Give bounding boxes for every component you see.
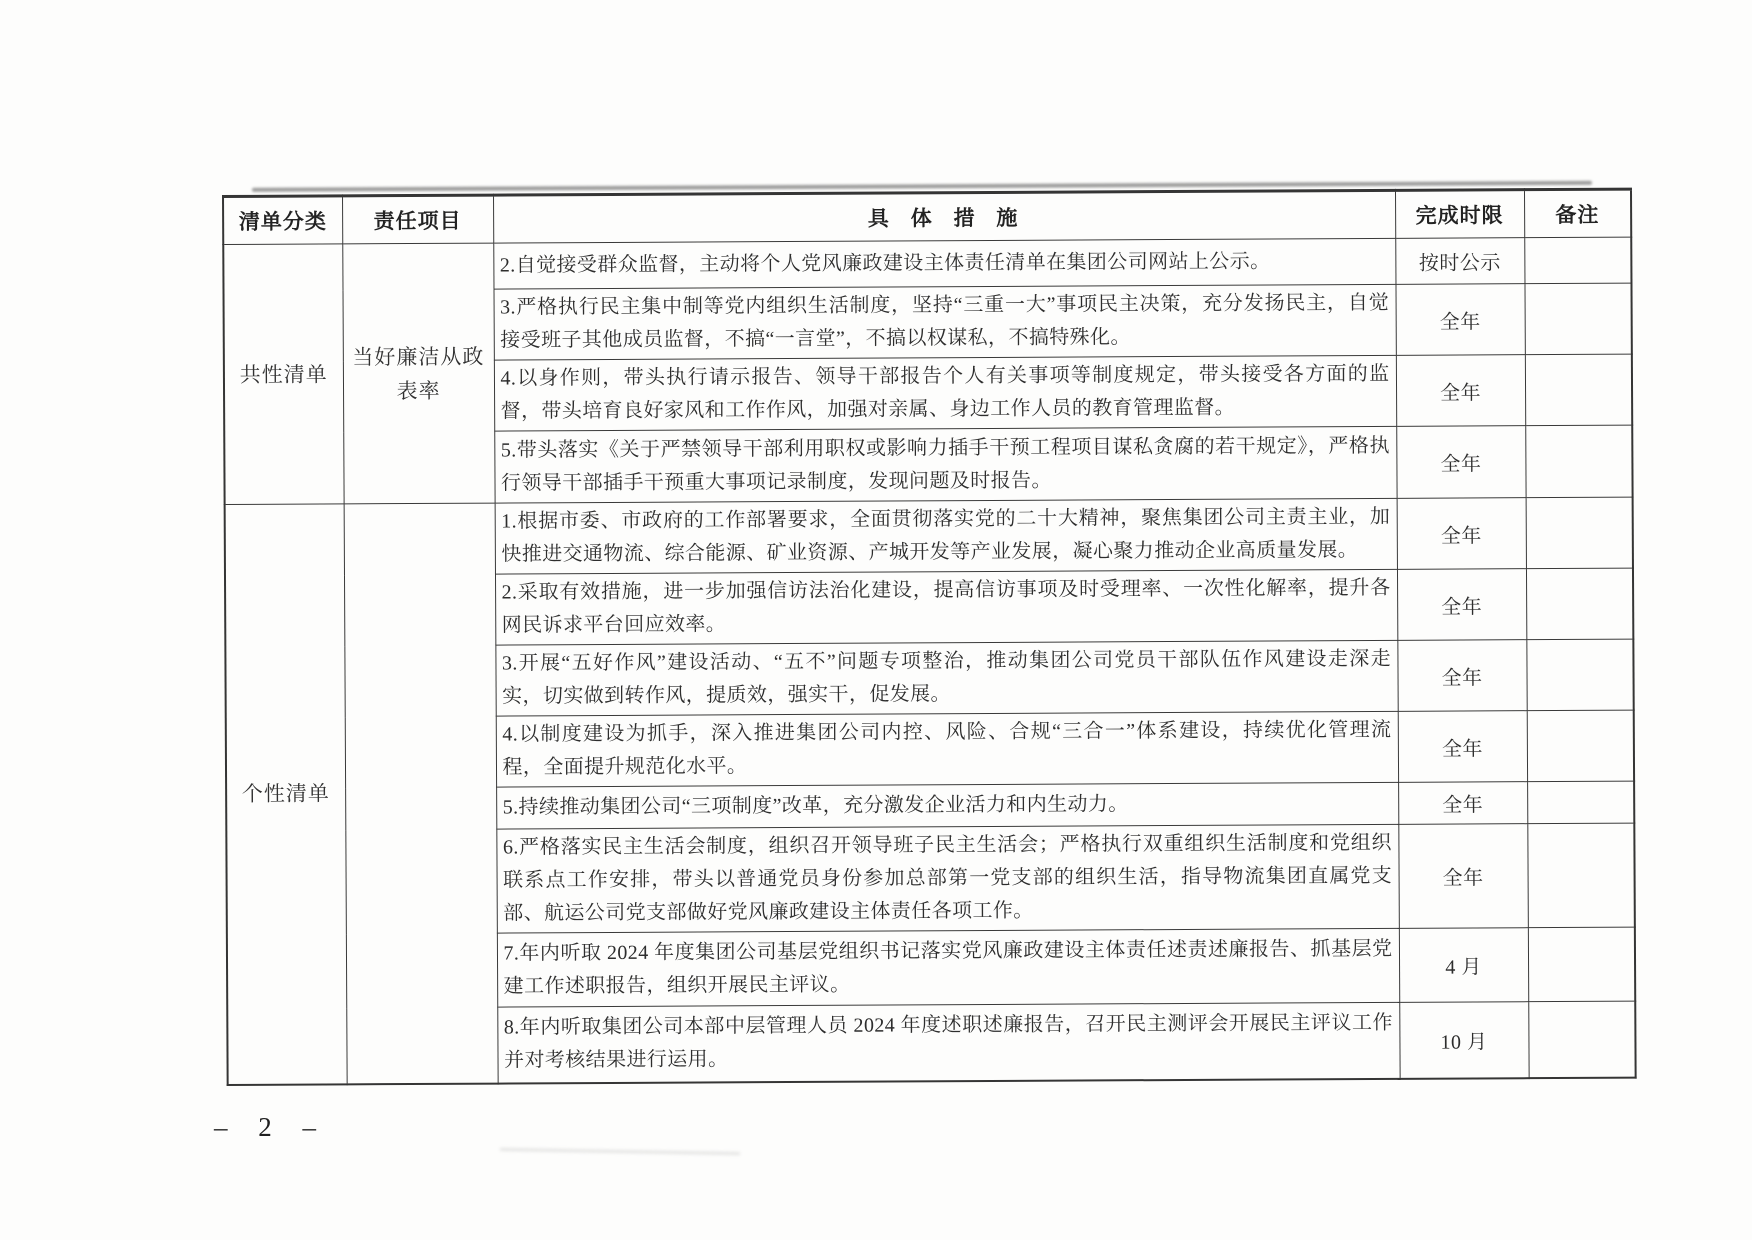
remark-cell — [1525, 425, 1632, 498]
scan-smudge-artifact-bottom — [500, 1148, 740, 1155]
project-cell-common: 当好廉洁从政表率 — [342, 243, 494, 504]
measure-cell: 8.年内听取集团公司本部中层管理人员 2024 年度述职述廉报告，召开民主测评会开展民主评议工作并对考核结果进行运用。 — [497, 1002, 1399, 1083]
deadline-cell: 全年 — [1398, 824, 1528, 929]
remark-cell — [1528, 1001, 1635, 1078]
measure-cell: 3.开展“五好作风”建设活动、“五不”问题专项整治，推动集团公司党员干部队伍作风建设走深走实，切实做到转作风，提质效，强实干，促发展。 — [495, 640, 1397, 716]
deadline-cell: 全年 — [1396, 426, 1525, 499]
remark-cell — [1524, 237, 1631, 284]
remark-cell — [1527, 823, 1635, 928]
measure-cell: 6.严格落实民主生活会制度，组织召开领导班子民主生活会；严格执行双重组织生活制度和党组织联系点工作安排，带头以普通党员身份参加总部第一党支部的组织生活，指导物流集团直属党支部、航运公司党支部做好党风廉政建设主体责任各项工作。 — [496, 824, 1399, 933]
deadline-cell: 全年 — [1398, 711, 1527, 783]
remark-cell — [1527, 710, 1634, 782]
measure-cell: 2.采取有效措施，进一步加强信访法治化建设，提高信访事项及时受理率、一次性化解率，提升各网民诉求平台回应效率。 — [495, 569, 1397, 645]
responsibility-table — [222, 188, 1637, 1086]
measure-cell: 5.带头落实《关于严禁领导干部利用职权或影响力插手干预工程项目谋私贪腐的若干规定》，严格执行领导干部插手干预重大事项记录制度，发现问题及时报告。 — [494, 426, 1396, 503]
col-header-remark: 备注 — [1524, 189, 1631, 238]
deadline-cell: 全年 — [1397, 640, 1526, 712]
deadline-cell: 全年 — [1395, 284, 1524, 356]
responsibility-table-container — [222, 188, 1637, 1086]
table-row — [223, 237, 1631, 290]
page-number: – 2 – — [214, 1112, 318, 1142]
col-header-project: 责任项目 — [342, 195, 493, 244]
remark-cell — [1526, 568, 1633, 640]
deadline-cell: 全年 — [1396, 355, 1525, 427]
deadline-cell: 全年 — [1397, 569, 1526, 641]
remark-cell — [1526, 497, 1633, 569]
remark-cell — [1525, 354, 1632, 426]
remark-cell — [1528, 927, 1635, 1002]
deadline-cell: 4 月 — [1399, 928, 1528, 1003]
measure-cell: 3.严格执行民主集中制等党内组织生活制度，坚持“三重一大”事项民主决策，充分发扬民主，自觉接受班子其他成员监督，不搞“一言堂”，不搞以权谋私，不搞特殊化。 — [493, 284, 1395, 360]
deadline-cell: 10 月 — [1399, 1002, 1528, 1079]
col-header-deadline: 完成时限 — [1395, 190, 1524, 239]
group-cell-individual-list: 个性清单 — [225, 504, 347, 1085]
measure-cell: 5.持续推动集团公司“三项制度”改革，充分激发企业活力和内生动力。 — [496, 782, 1398, 829]
deadline-cell: 全年 — [1398, 782, 1527, 825]
deadline-cell: 按时公示 — [1395, 238, 1524, 285]
deadline-cell: 全年 — [1397, 498, 1526, 570]
header-row — [223, 189, 1631, 244]
measure-cell: 1.根据市委、市政府的工作部署要求，全面贯彻落实党的二十大精神，聚焦集团公司主责主业，加快推进交通物流、综合能源、矿业资源、产城开发等产业发展，凝心聚力推动企业高质量发展。 — [495, 498, 1397, 574]
measure-cell: 2.自觉接受群众监督，主动将个人党风廉政建设主体责任清单在集团公司网站上公示。 — [493, 238, 1395, 289]
measure-cell: 4.以身作则，带头执行请示报告、领导干部报告个人有关事项等制度规定，带头接受各方面的监督，带头培育良好家风和工作作风，加强对亲属、身边工作人员的教育管理监督。 — [494, 355, 1396, 431]
remark-cell — [1524, 283, 1631, 355]
col-header-category: 清单分类 — [223, 196, 342, 245]
project-cell-individual — [344, 503, 498, 1084]
measure-cell: 7.年内听取 2024 年度集团公司基层党组织书记落实党风廉政建设主体责任述责述廉报告、抓基层党建工作述职报告，组织开展民主评议。 — [497, 928, 1399, 1007]
measure-cell: 4.以制度建设为抓手，深入推进集团公司内控、风险、合规“三合一”体系建设，持续优化管理流程，全面提升规范化水平。 — [496, 711, 1398, 787]
remark-cell — [1526, 639, 1633, 711]
table-row — [225, 497, 1633, 575]
group-cell-common-list: 共性清单 — [223, 244, 343, 505]
remark-cell — [1527, 781, 1634, 824]
col-header-measures: 具 体 措 施 — [493, 190, 1395, 243]
